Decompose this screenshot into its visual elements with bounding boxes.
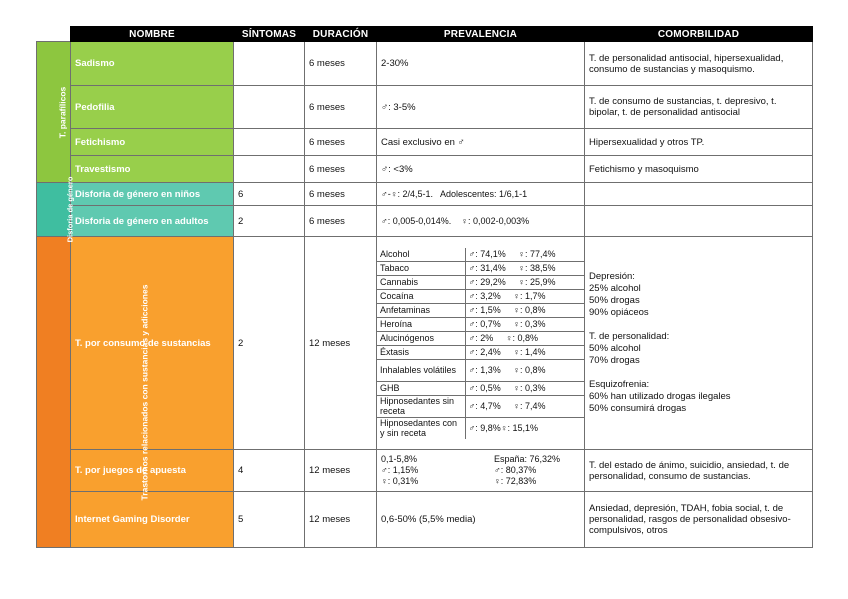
substance-row (377, 417, 584, 439)
substance-values: ♂: 74,1% ♀: 77,4% (465, 248, 584, 262)
row-prevalencia: ♂-♀: 2/4,5-1. Adolescentes: 1/6,1-1 (377, 183, 585, 206)
substance-values: ♂: 0,5% ♀: 0,3% (465, 381, 584, 395)
substance-row (377, 303, 584, 317)
row-name: T. por consumo de sustancias (71, 237, 234, 450)
prev-value: ♀: 0,31% (381, 476, 419, 486)
substance-name: Alucinógenos (377, 331, 465, 345)
prev-value: ♂: 1,15% (381, 465, 419, 475)
row-comorbilidad: Ansiedad, depresión, TDAH, fobia social, t. de personalidad, rasgos de personalidad obsesivo-compulsivos, otros (585, 492, 813, 548)
row-duracion: 6 meses (305, 156, 377, 183)
substance-values: ♂: 2% ♀: 0,8% (465, 331, 584, 345)
comorbidity-line (589, 319, 808, 331)
table-row (37, 450, 813, 492)
disorders-table (36, 26, 813, 548)
substance-values: ♂: 1,5% ♀: 0,8% (465, 303, 584, 317)
substance-name: Cocaína (377, 289, 465, 303)
prev-line-3 (381, 476, 580, 487)
row-name: Sadismo (71, 42, 234, 86)
row-prevalencia: 2-30% (377, 42, 585, 86)
row-duracion: 6 meses (305, 129, 377, 156)
prev-value: 0,1-5,8% (381, 454, 418, 464)
header-blank (37, 27, 71, 42)
substance-row (377, 331, 584, 345)
prev-value: ♀: 72,83% (494, 476, 537, 486)
row-prevalencia (377, 450, 585, 492)
table-row (37, 156, 813, 183)
row-comorbilidad: T. de consumo de sustancias, t. depresivo, t. bipolar, t. de personalidad antisocial (585, 86, 813, 129)
row-comorbilidad (585, 183, 813, 206)
row-sintomas (234, 156, 305, 183)
substance-row (377, 275, 584, 289)
header-row (37, 27, 813, 42)
substance-row (377, 359, 584, 381)
substance-values: ♂: 4,7% ♀: 7,4% (465, 395, 584, 417)
row-sintomas: 5 (234, 492, 305, 548)
comorbidity-line: 25% alcohol (589, 283, 641, 294)
comorbidity-line: 50% alcohol (589, 343, 641, 354)
row-sintomas (234, 129, 305, 156)
substance-row (377, 261, 584, 275)
row-comorbilidad (585, 206, 813, 237)
table-row (37, 492, 813, 548)
comorbidity-line: 90% opiáceos (589, 307, 649, 318)
substance-row (377, 345, 584, 359)
prev-line-2 (381, 465, 580, 476)
substance-name: Heroína (377, 317, 465, 331)
row-name: Disforia de género en adultos (71, 206, 234, 237)
substance-row (377, 289, 584, 303)
comorbidity-line (589, 367, 808, 379)
substance-name: Alcohol (377, 248, 465, 262)
row-sintomas (234, 42, 305, 86)
table-row (37, 206, 813, 237)
header-duracion: DURACIÓN (305, 27, 377, 42)
table-row (37, 42, 813, 86)
substance-values: ♂: 3,2% ♀: 1,7% (465, 289, 584, 303)
substance-values: ♂: 0,7% ♀: 0,3% (465, 317, 584, 331)
substance-name: Hipnosedantes sin receta (377, 395, 465, 417)
row-duracion: 12 meses (305, 237, 377, 450)
substance-values: ♂: 1,3% ♀: 0,8% (465, 359, 584, 381)
table-row (37, 237, 813, 450)
comorbidity-line: Esquizofrenia: (589, 379, 650, 390)
row-sintomas: 6 (234, 183, 305, 206)
comorbidity-line: T. de personalidad: (589, 331, 670, 342)
substance-values: ♂: 2,4% ♀: 1,4% (465, 345, 584, 359)
prev-line-1 (381, 454, 580, 465)
header-prevalencia: PREVALENCIA (377, 27, 585, 42)
row-sintomas: 2 (234, 206, 305, 237)
row-prevalencia (377, 237, 585, 450)
substance-name: Cannabis (377, 275, 465, 289)
row-duracion: 12 meses (305, 450, 377, 492)
row-sintomas: 4 (234, 450, 305, 492)
row-comorbilidad: T. de personalidad antisocial, hipersexualidad, consumo de sustancias y masoquismo. (585, 42, 813, 86)
header-comorbilidad: COMORBILIDAD (585, 27, 813, 42)
comorbidity-line: 70% drogas (589, 355, 640, 366)
substance-values: ♂: 29,2% ♀: 25,9% (465, 275, 584, 289)
substance-row (377, 381, 584, 395)
row-name: Internet Gaming Disorder (71, 492, 234, 548)
row-name: Pedofilia (71, 86, 234, 129)
row-duracion: 12 meses (305, 492, 377, 548)
row-comorbilidad (585, 237, 813, 450)
table-row (37, 183, 813, 206)
header-nombre: NOMBRE (71, 27, 234, 42)
substance-name: Tabaco (377, 261, 465, 275)
group-label-parafilicos: T. parafílicos (37, 42, 71, 183)
row-comorbilidad: Fetichismo y masoquismo (585, 156, 813, 183)
row-prevalencia: ♂: 3-5% (377, 86, 585, 129)
substance-name: Inhalables volátiles (377, 359, 465, 381)
substance-values: ♂: 31,4% ♀: 38,5% (465, 261, 584, 275)
row-comorbilidad: T. del estado de ánimo, suicidio, ansiedad, t. de personalidad, consumo de sustancias. (585, 450, 813, 492)
group-label-sustancias: Trastornos relacionados con sustancias y adicciones (37, 237, 71, 548)
substance-name: Éxtasis (377, 345, 465, 359)
substance-name: Hipnosedantes con y sin receta (377, 417, 465, 439)
row-comorbilidad: Hipersexualidad y otros TP. (585, 129, 813, 156)
comorbidity-line: 50% consumirá drogas (589, 403, 687, 414)
row-sintomas (234, 86, 305, 129)
row-prevalencia: ♂: 0,005-0,014%. ♀: 0,002-0,003% (377, 206, 585, 237)
prev-value: ♂: 80,37% (494, 465, 537, 475)
substance-row (377, 248, 584, 262)
row-prevalencia: Casi exclusivo en ♂ (377, 129, 585, 156)
row-name: Travestismo (71, 156, 234, 183)
row-prevalencia: 0,6-50% (5,5% media) (377, 492, 585, 548)
row-duracion: 6 meses (305, 86, 377, 129)
table-row (37, 129, 813, 156)
row-duracion: 6 meses (305, 183, 377, 206)
prev-value: España: 76,32% (494, 454, 561, 464)
row-duracion: 6 meses (305, 42, 377, 86)
row-duracion: 6 meses (305, 206, 377, 237)
substances-table (377, 248, 584, 439)
substance-row (377, 395, 584, 417)
row-sintomas: 2 (234, 237, 305, 450)
comorbidity-line: 60% han utilizado drogas ilegales (589, 391, 731, 402)
comorbidity-line: Depresión: (589, 271, 635, 282)
comorbidity-line: 50% drogas (589, 295, 640, 306)
group-label-disforia: Disforia de género (37, 183, 71, 237)
table-row (37, 86, 813, 129)
substance-name: GHB (377, 381, 465, 395)
row-name: Disforia de género en niños (71, 183, 234, 206)
row-name: T. por juegos de apuesta (71, 450, 234, 492)
header-sintomas: SÍNTOMAS (234, 27, 305, 42)
substance-name: Anfetaminas (377, 303, 465, 317)
substance-row (377, 317, 584, 331)
table-sheet (36, 26, 812, 550)
substance-values: ♂: 9,8%♀: 15,1% (468, 423, 539, 433)
comorbidity-list (589, 271, 808, 415)
row-name: Fetichismo (71, 129, 234, 156)
row-prevalencia: ♂: <3% (377, 156, 585, 183)
